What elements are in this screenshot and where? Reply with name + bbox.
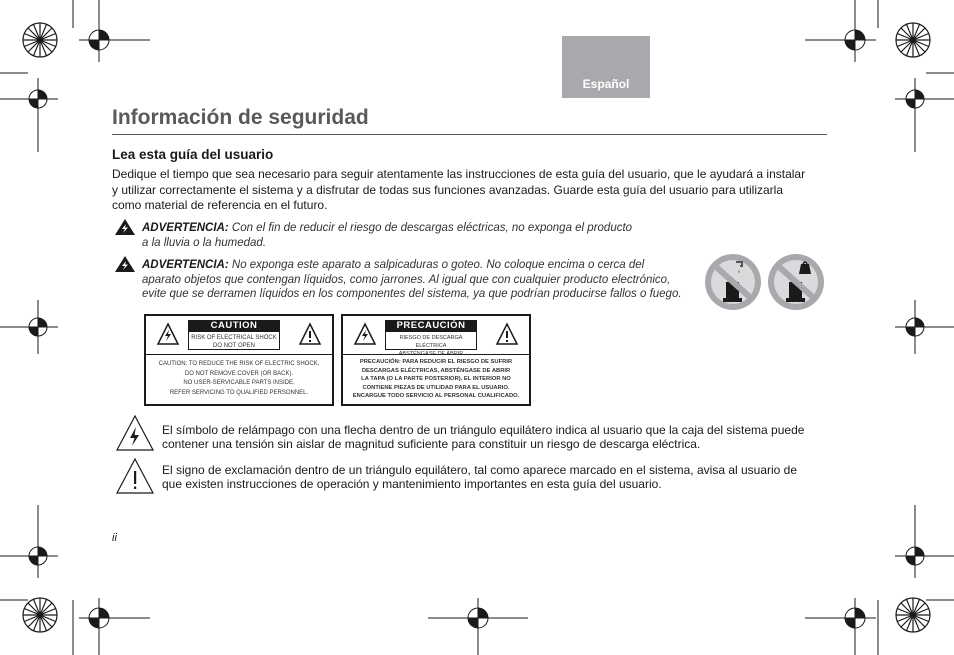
registration-target-left-lower bbox=[0, 505, 58, 578]
intro-line: Dedique el tiempo que sea necesario para seguir atentamente las instrucciones de esta guía del usuario, que le ayudará a instalar bbox=[112, 167, 806, 181]
exclamation-triangle-icon bbox=[115, 457, 155, 495]
caution-subtitle-line: DO NOT OPEN bbox=[213, 343, 255, 349]
warning-liquids bbox=[142, 258, 712, 302]
star-target-bottom-left bbox=[23, 598, 57, 632]
registration-target-top-right bbox=[805, 0, 876, 62]
title-divider bbox=[112, 134, 827, 135]
registration-target-right-lower bbox=[895, 505, 954, 578]
precaucion-body-line: CONTIENE PIEZAS DE UTILIDAD PARA EL USUARIO. bbox=[362, 384, 510, 391]
registration-target-left-upper bbox=[0, 78, 58, 152]
lightning-symbol-explanation bbox=[162, 423, 828, 451]
explanation-line: El símbolo de relámpago con una flecha dentro de un triángulo equilátero indica al usuario que la caja del sistema puede bbox=[162, 423, 805, 437]
star-target-top-left bbox=[23, 23, 57, 57]
intro-paragraph bbox=[112, 167, 828, 214]
precaucion-subtitle-line: RIESGO DE DESCARGA ELÉCTRICA bbox=[399, 335, 463, 349]
intro-line: y utilizar correctamente el sistema y a disfrutar de todas sus funciones avanzadas. Guarde esta guía del usuario para utilizarla bbox=[112, 182, 784, 197]
caution-body-line: CAUTION: TO REDUCE THE RISK OF ELECTRIC SHOCK, bbox=[158, 361, 320, 367]
caution-subtitle bbox=[188, 334, 280, 350]
lightning-triangle-icon bbox=[115, 414, 155, 452]
warning-label: ADVERTENCIA: bbox=[142, 259, 229, 271]
intro-line: como material de referencia en el futuro. bbox=[112, 198, 328, 212]
precaucion-label-header bbox=[343, 316, 529, 355]
warning-moisture bbox=[142, 221, 702, 250]
no-dripping-water-icon bbox=[703, 252, 763, 312]
precaucion-body-line: PRECAUCIÓN: PARA REDUCIR EL RIESGO DE SUFRIR bbox=[359, 359, 513, 365]
language-tab bbox=[562, 36, 650, 98]
precaucion-subtitle bbox=[385, 334, 477, 358]
explanation-line: El signo de exclamación dentro de un triángulo equilátero, tal como aparece marcado en el sistema, avisa al usuario de bbox=[162, 463, 798, 477]
page-number: ii bbox=[112, 532, 117, 544]
warning-text: a la lluvia o la humedad. bbox=[142, 236, 267, 249]
precaucion-label bbox=[341, 314, 531, 406]
caution-body-line: NO USER-SERVICABLE PARTS INSIDE. bbox=[183, 380, 295, 386]
warning-text: aparato objetos que contengan líquidos, como jarrones. Al igual que con cualquier producto electrónico, bbox=[142, 273, 671, 286]
registration-target-bottom-left bbox=[79, 598, 150, 655]
exclamation-symbol-explanation bbox=[162, 463, 828, 491]
warning-text: No exponga este aparato a salpicaduras o goteo. No coloque encima o cerca del bbox=[228, 259, 645, 271]
precaucion-body-line: DESCARGAS ELÉCTRICAS, ABSTÉNGASE DE ABRIR bbox=[361, 367, 511, 374]
warning-label: ADVERTENCIA: bbox=[142, 222, 229, 234]
no-liquid-container-icon bbox=[766, 252, 826, 312]
star-target-bottom-right bbox=[896, 598, 930, 632]
warning-lightning-icon bbox=[114, 255, 136, 273]
language-tab-label: Español bbox=[582, 77, 630, 91]
precaucion-title: PRECAUCIÓN bbox=[385, 320, 477, 332]
explanation-line: que existen instrucciones de operación y mantenimiento importantes en esta guía del usuario. bbox=[162, 477, 662, 491]
lightning-triangle-icon bbox=[156, 322, 180, 346]
precaucion-body-line: ENCARGUE TODO SERVICIO AL PERSONAL CUALIFICADO. bbox=[352, 393, 520, 400]
exclamation-triangle-icon bbox=[298, 322, 322, 346]
section-heading: Lea esta guía del usuario bbox=[112, 147, 274, 162]
caution-body-line: REFER SERVICING TO QUALIFIED PERSONNEL. bbox=[169, 389, 309, 396]
explanation-line: contener una tensión sin aislar de magnitud suficiente para constituir un riesgo de descarga eléctrica. bbox=[162, 437, 701, 451]
page-title: Información de seguridad bbox=[112, 106, 369, 129]
precaucion-body-line: LA TAPA (O LA PARTE POSTERIOR). EL INTERIOR NO bbox=[361, 376, 511, 383]
lightning-triangle-icon bbox=[353, 322, 377, 346]
registration-target-right-middle bbox=[895, 300, 954, 354]
registration-target-top-left bbox=[79, 0, 150, 62]
caution-title: CAUTION bbox=[188, 320, 280, 332]
star-target-top-right bbox=[896, 23, 930, 57]
precaucion-subtitle-line: ABSTÉNGASE DE ABRIR bbox=[398, 351, 464, 357]
caution-body-line: DO NOT REMOVE COVER (OR BACK). bbox=[184, 370, 294, 377]
caution-label-header bbox=[146, 316, 332, 355]
registration-target-bottom-right bbox=[805, 598, 876, 655]
caution-subtitle-line: RISK OF ELECTRICAL SHOCK bbox=[191, 335, 277, 341]
warning-text: evite que se derramen líquidos en los componentes del sistema, ya que podrían producirse fallos o fuego. bbox=[142, 288, 682, 300]
precaucion-body bbox=[343, 358, 529, 401]
caution-label bbox=[144, 314, 334, 406]
warning-lightning-icon bbox=[114, 218, 136, 236]
caution-body bbox=[146, 360, 332, 398]
warning-text: Con el fin de reducir el riesgo de descargas eléctricas, no exponga el producto bbox=[228, 222, 633, 234]
registration-target-right-upper bbox=[895, 78, 954, 152]
exclamation-triangle-icon bbox=[495, 322, 519, 346]
